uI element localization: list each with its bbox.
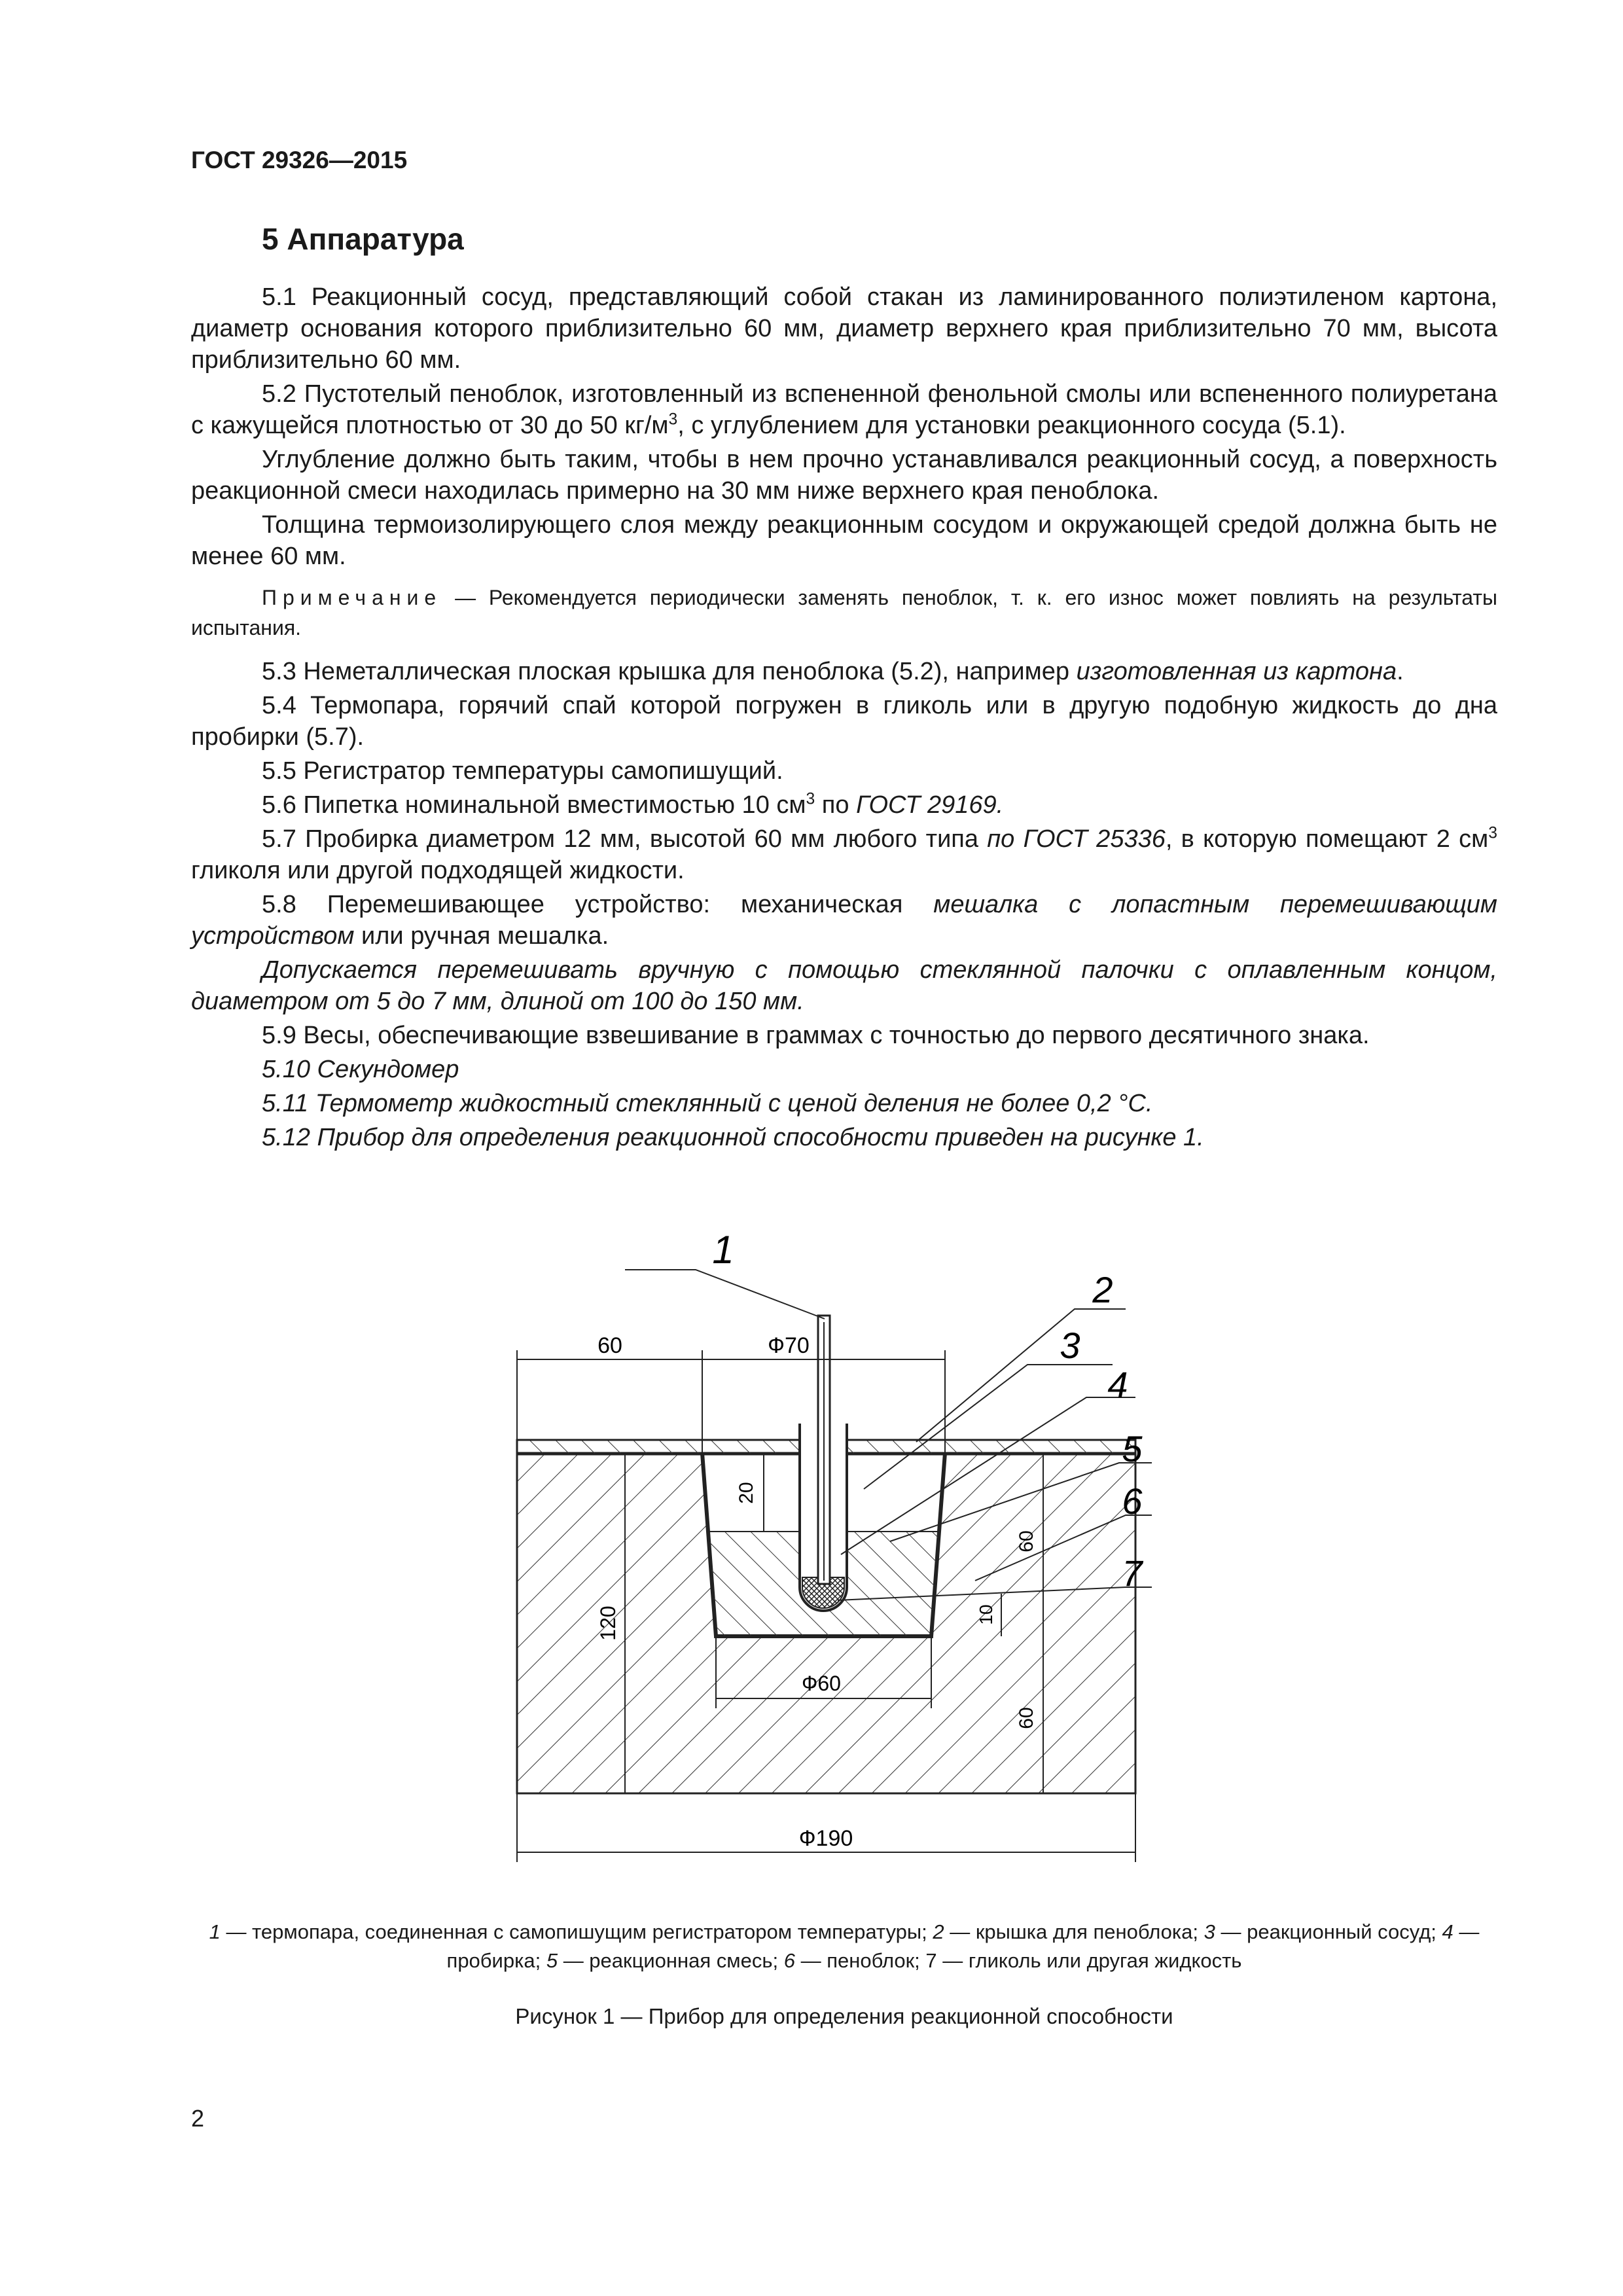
note-text: — Рекомендуется периодически заменять пеноблок, т. к. его износ может повлиять на результаты испытания.	[191, 586, 1497, 639]
paragraph-5-9: 5.9 Весы, обеспечивающие взвешивание в граммах с точностью до первого десятичного знака.	[262, 1022, 1370, 1049]
paragraph-5-4: 5.4 Термопара, горячий спай которой погружен в гликоль или в другую подобную жидкость до дна пробирки (5.7).	[191, 692, 1497, 751]
dim-60-top: 60	[597, 1333, 622, 1358]
paragraph-5-3: 5.3 Неметаллическая плоская крышка для пеноблока (5.2), например изготовленная из картона.	[262, 658, 1404, 685]
dim-60-right: 60	[1016, 1530, 1037, 1552]
dim-phi190: Ф190	[798, 1826, 853, 1851]
paragraph-5-12: 5.12 Прибор для определения реакционной способности приведен на рисунке 1.	[262, 1124, 1204, 1151]
thermocouple	[818, 1316, 830, 1584]
section-body	[191, 281, 1497, 1156]
document-code-header: ГОСТ 29326—2015	[191, 147, 408, 173]
paragraph-depth: Углубление должно быть таким, чтобы в нем прочно устанавливался реакционный сосуд, а поверхность реакционной смеси находилась примерно на 30 мм ниже верхнего края пеноблока.	[191, 446, 1497, 505]
callout-5: 5	[1122, 1428, 1143, 1469]
paragraph-manual-stirring: Допускается перемешивать вручную с помощью стеклянной палочки с оплавленным концом, диаметром от 5 до 7 мм, длиной от 100 до 150 мм.	[191, 956, 1497, 1015]
dim-phi70: Ф70	[768, 1333, 810, 1358]
paragraph-thickness: Толщина термоизолирующего слоя между реакционным сосудом и окружающей средой должна быть не менее 60 мм.	[191, 511, 1497, 570]
paragraph-5-5: 5.5 Регистратор температуры самопишущий.	[262, 757, 783, 785]
paragraph-5-1: 5.1 Реакционный сосуд, представляющий собой стакан из ламинированного полиэтиленом картона, диаметр основания которого приблизительно 60 мм, диаметр верхнего края приблизительно 70 мм, высота приблизительно 60 мм.	[191, 283, 1497, 374]
dim-phi60: Ф60	[802, 1672, 841, 1695]
dim-20: 20	[736, 1482, 757, 1504]
dim-120: 120	[596, 1605, 620, 1641]
callout-3: 3	[1060, 1325, 1080, 1366]
dim-10: 10	[976, 1604, 996, 1625]
paragraph-5-8: 5.8 Перемешивающее устройство: механическая мешалка с лопастным перемешивающим устройством или ручная мешалка.	[191, 891, 1497, 950]
callout-2: 2	[1092, 1269, 1113, 1310]
figure-legend: 1 — термопара, соединенная с самопишущим регистратором температуры; 2 — крышка для пеноблока; 3 — реакционный сосуд; 4 — пробирка; 5 — реакционная смесь; 6 — пеноблок; 7 — гликоль или другая жидкость	[209, 1920, 1480, 1972]
paragraph-5-7: 5.7 Пробирка диаметром 12 мм, высотой 60 мм любого типа по ГОСТ 25336, в которую помещают 2 $см^3$ гликоля или другой подходящей жидкости.	[191, 824, 1497, 884]
paragraph-5-2: 5.2 Пустотелый пеноблок, изготовленный из вспененной фенольной смолы или вспененного полиуретана с кажущейся плотностью от 30 до 50 $кг/м^3$, с углублением для установки реакционного сосуда (5.1).	[191, 380, 1497, 439]
paragraph-5-11: 5.11 Термометр жидкостный стеклянный с ценой деления не более 0,2 °С.	[262, 1090, 1153, 1117]
section-heading: 5 Аппаратура	[262, 222, 464, 256]
callout-6: 6	[1122, 1480, 1143, 1522]
dim-60-lower: 60	[1016, 1707, 1037, 1729]
page-number: 2	[191, 2105, 205, 2132]
paragraph-5-10: 5.10 Секундомер	[262, 1056, 459, 1083]
callout-7: 7	[1122, 1552, 1143, 1594]
note-label: Примечание	[262, 586, 442, 609]
figure-caption: Рисунок 1 — Прибор для определения реакционной способности	[515, 2004, 1173, 2028]
callout-4: 4	[1107, 1364, 1128, 1405]
apparatus-figure	[497, 1201, 1152, 1908]
callout-1: 1	[712, 1228, 734, 1272]
paragraph-5-6: 5.6 Пипетка номинальной вместимостью 10 $см^3$ по ГОСТ 29169.	[262, 790, 1004, 819]
note	[191, 583, 1497, 643]
